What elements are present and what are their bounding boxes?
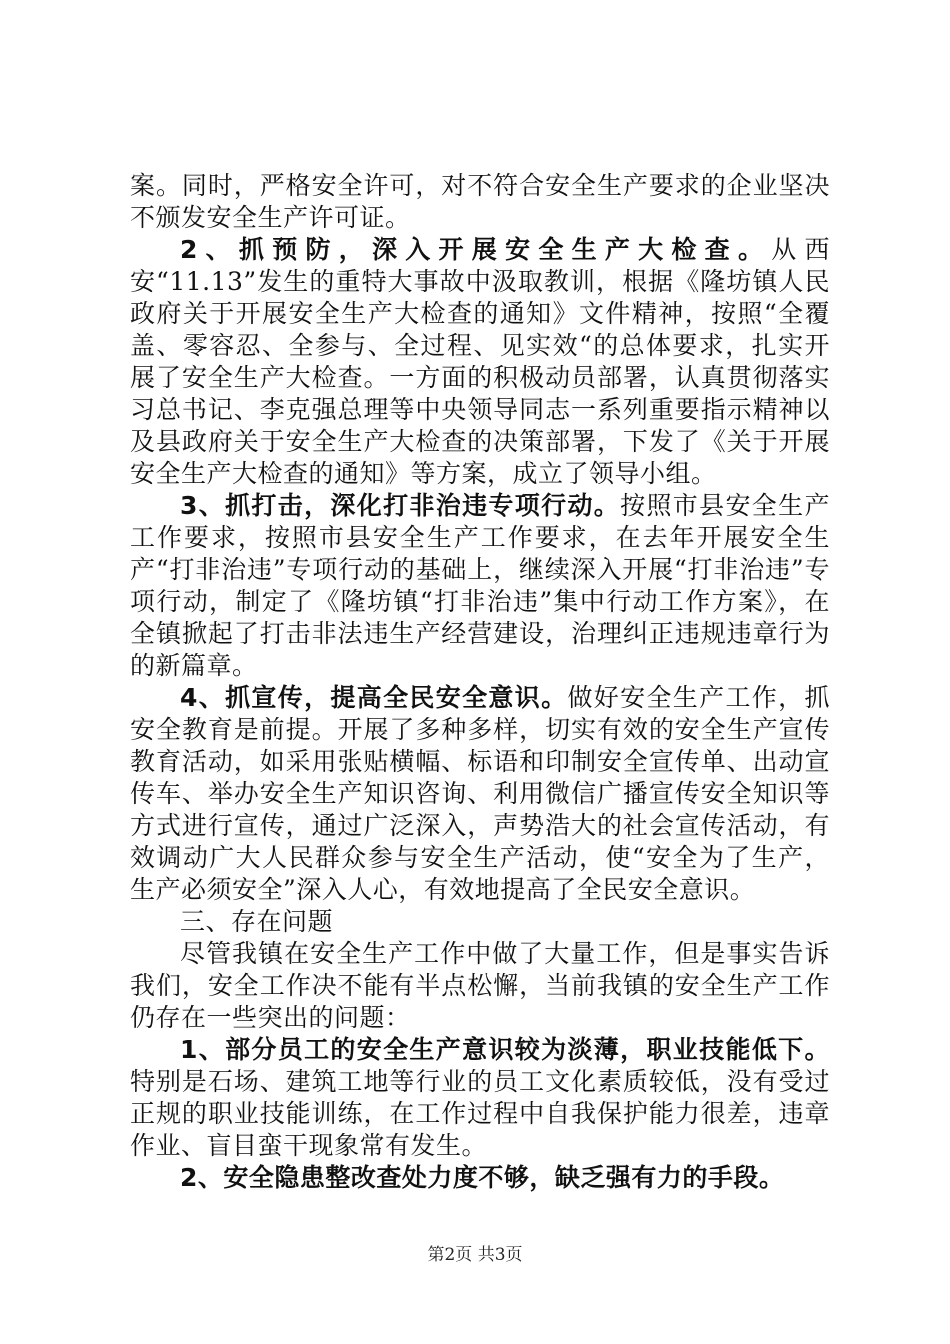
item-2-paragraph [130,234,830,490]
continuation-paragraph: 案。同时，严格安全许可，对不符合安全生产要求的企业坚决不颁发安全生产许可证。 [130,171,830,232]
document-body [130,170,830,1194]
section-3-heading: 三、存在问题 [180,907,334,936]
problem-1-paragraph [130,1034,830,1162]
item-4-paragraph [130,682,830,906]
problem-2-paragraph [130,1162,830,1194]
item-4-body: 做好安全生产工作，抓安全教育是前提。开展了多种多样，切实有效的安全生产宣传教育活动，如采用张贴横幅、标语和印制安全宣传单、出动宣传车、举办安全生产知识咨询、利用微信广播宣传安全知识等方式进行宣传，通过广泛深入，声势浩大的社会宣传活动，有效调动广大人民群众参与安全生产活动，使“安全为了生产，生产必须安全”深入人心，有效地提高了全民安全意识。 [130,683,830,904]
section-3-intro: 尽管我镇在安全生产工作中做了大量工作，但是事实告诉我们，安全工作决不能有半点松懈，当前我镇的安全生产工作仍存在一些突出的问题： [130,939,830,1032]
problem-2-lead: 2、安全隐患整改查处力度不够，缺乏强有力的手段。 [180,1163,785,1192]
page-number-footer: 第2页 共3页 [427,1245,523,1265]
item-2-body: 从西安“11.13”发生的重特大事故中汲取教训，根据《隆坊镇人民政府关于开展安全生产大检查的通知》文件精神，按照“全覆盖、零容忍、全参与、全过程、见实效“的总体要求，扎实开展了安全生产大检查。一方面的积极动员部署，认真贯彻落实习总书记、李克强总理等中央领导同志一系列重要指示精神以及县政府关于安全生产大检查的决策部署，下发了《关于开展安全生产大检查的通知》等方案，成立了领导小组。 [130,235,830,488]
item-3-paragraph [130,490,830,682]
item-2-lead: 2、抓预防，深入开展安全生产大检查。 [180,235,772,264]
item-3-body: 按照市县安全生产工作要求，按照市县安全生产工作要求，在去年开展安全生产“打非治违”专项行动的基础上，继续深入开展“打非治违”专项行动，制定了《隆坊镇“打非治违”集中行动工作方案》，在全镇掀起了打击非法违生产经营建设，治理纠正违规违章行为的新篇章。 [130,491,830,680]
item-4-lead: 4、抓宣传，提高全民安全意识。 [180,683,568,712]
problem-1-lead: 1、部分员工的安全生产意识较为淡薄，职业技能低下。 [180,1035,830,1064]
item-3-lead: 3、抓打击，深化打非治违专项行动。 [180,491,621,520]
problem-1-body: 特别是石场、建筑工地等行业的员工文化素质较低，没有受过正规的职业技能训练，在工作过程中自我保护能力很差，违章作业、盲目蛮干现象常有发生。 [130,1067,830,1160]
